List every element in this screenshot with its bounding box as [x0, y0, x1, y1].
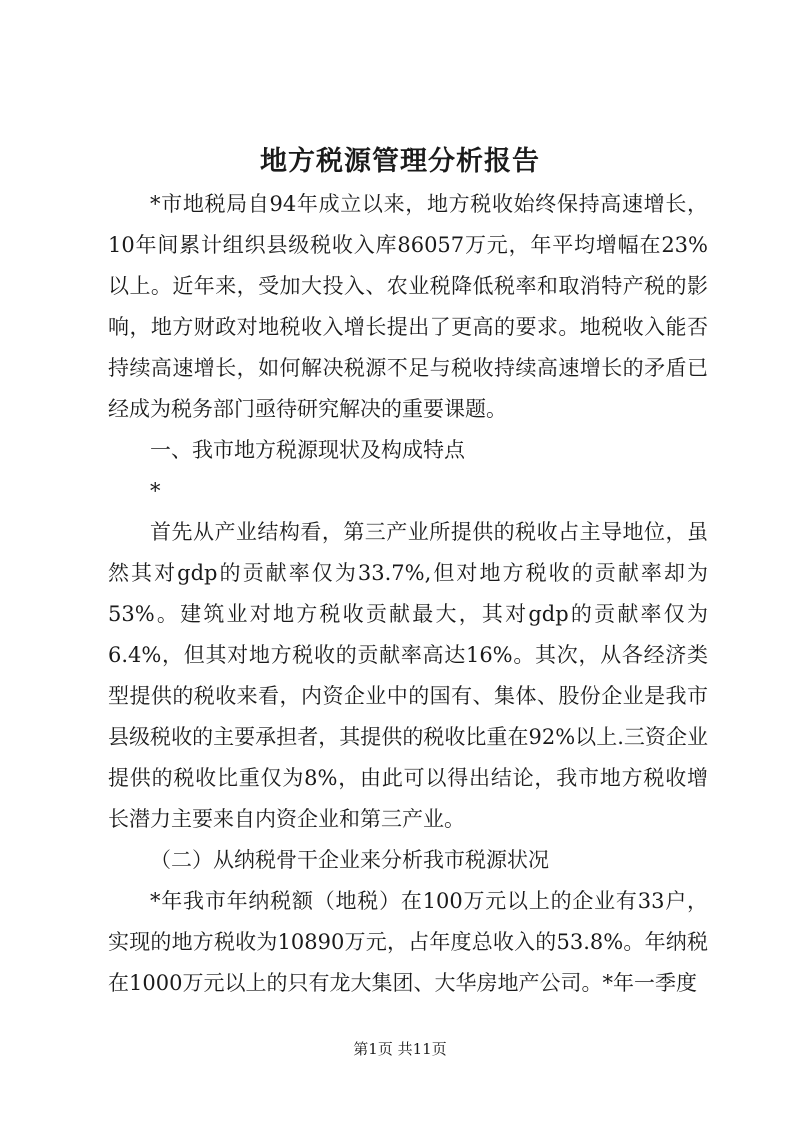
document-title: 地方税源管理分析报告: [260, 146, 540, 177]
paragraph-intro: *市地税局自94年成立以来，地方税收始终保持高速增长，10年间累计组织县级税收入库86057万元，年平均增幅在23%以上。近年来，受加大投入、农业税降低税率和取消特产税的影响，地方财政对地税收入增长提出了更高的要求。地税收入能否持续高速增长，如何解决税源不足与税收持续高速增长的矛盾已经成为税务部门亟待研究解决的重要课题。: [108, 192, 708, 421]
paragraph-industry-structure: 首先从产业结构看，第三产业所提供的税收占主导地位，虽然其对gdp的贡献率仅为33.7%,但对地方税收的贡献率却为53%。建筑业对地方税收贡献最大，其对gdp的贡献率仅为6.4%，但其对地方税收的贡献率高达16%。其次，从各经济类型提供的税收来看，内资企业中的国有、集体、股份企业是我市县级税收的主要承担者，其提供的税收比重在92%以上.三资企业提供的税收比重仅为8%，由此可以得出结论，我市地方税收增长潜力主要来自内资企业和第三产业。: [108, 520, 708, 831]
section-subheading-placeholder: *: [150, 479, 161, 503]
document-body: [108, 184, 708, 1004]
section-heading-2: （二）从纳税骨干企业来分析我市税源状况: [150, 848, 549, 872]
section-heading-1: 一、我市地方税源现状及构成特点: [150, 438, 465, 462]
page-number-footer: 第1页 共11页: [353, 1040, 447, 1058]
paragraph-key-enterprises: *年我市年纳税额（地税）在100万元以上的企业有33户，实现的地方税收为10890万元，占年度总收入的53.8%。年纳税在1000万元以上的只有龙大集团、大华房地产公司。*年一季度: [108, 889, 708, 995]
